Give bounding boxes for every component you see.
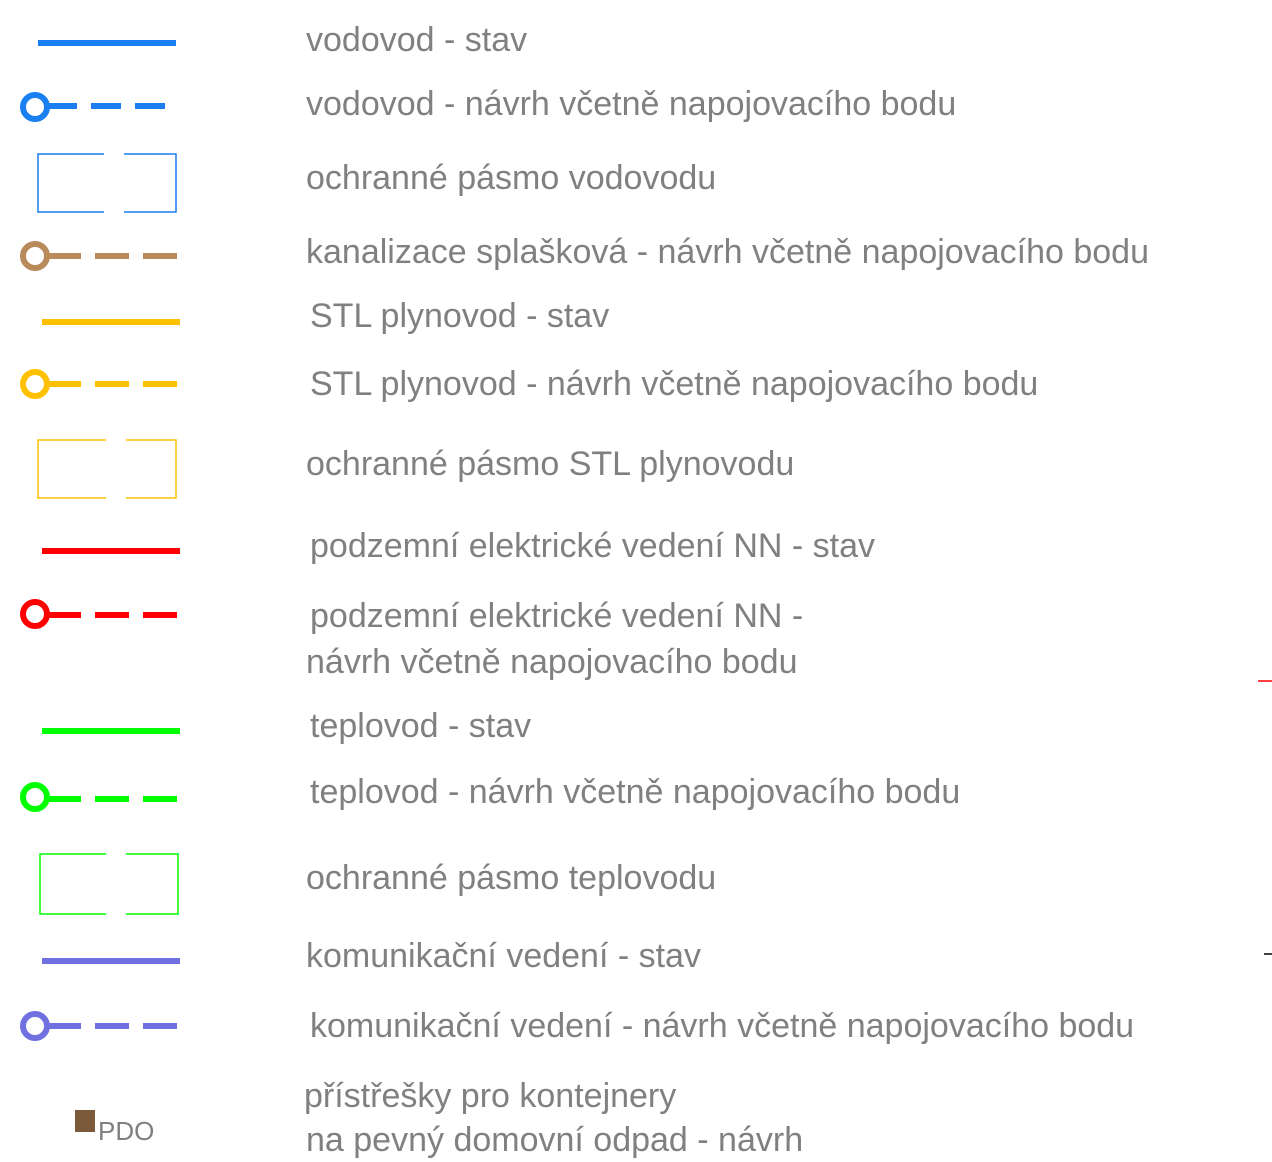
legend-label-power-proposed-line1: podzemní elektrické vedení NN - [310,597,804,635]
legend-label-water-protection-zone: ochranné pásmo vodovodu [306,159,717,197]
legend-label-power-existing: podzemní elektrické vedení NN - stav [310,527,876,565]
legend-label-water-proposed: vodovod - návrh včetně napojovacího bodu [306,85,957,123]
power-proposed-symbol [23,602,178,626]
legend-label-gas-protection-zone: ochranné pásmo STL plynovodu [306,445,795,483]
legend-label-gas-existing: STL plynovod - stav [310,297,610,335]
legend-label-telecom-proposed: komunikační vedení - návrh včetně napojovacího bodu [310,1007,1135,1045]
heat-proposed-symbol [23,785,178,809]
legend-label-water-existing: vodovod - stav [306,21,528,59]
waste-shelter-square-icon [75,1110,95,1132]
water-protection-zone-symbol [38,154,176,212]
legend-label-heat-protection-zone: ochranné pásmo teplovodu [306,859,717,897]
sewer-proposed-symbol [23,244,178,268]
legend-label-waste-shelter-line2: na pevný domovní odpad - návrh [306,1121,804,1159]
water-proposed-symbol [23,95,176,119]
legend-label-heat-proposed: teplovod - návrh včetně napojovacího bodu [310,773,961,811]
waste-shelter-symbol-label: PDO [98,1116,155,1146]
gas-protection-zone-symbol [38,440,176,498]
legend-label-heat-existing: teplovod - stav [310,707,532,745]
legend-label-power-proposed-line2: návrh včetně napojovacího bodu [306,643,798,681]
telecom-proposed-symbol [23,1014,178,1038]
heat-protection-zone-symbol [40,854,178,914]
legend-label-telecom-existing: komunikační vedení - stav [306,937,701,975]
legend-label-gas-proposed: STL plynovod - návrh včetně napojovacího bodu [310,365,1039,403]
gas-proposed-symbol [23,372,178,396]
legend-label-waste-shelter-line1: přístřešky pro kontejnery [304,1077,677,1115]
legend-label-sewer-proposed: kanalizace splašková - návrh včetně napojovacího bodu [306,233,1149,271]
